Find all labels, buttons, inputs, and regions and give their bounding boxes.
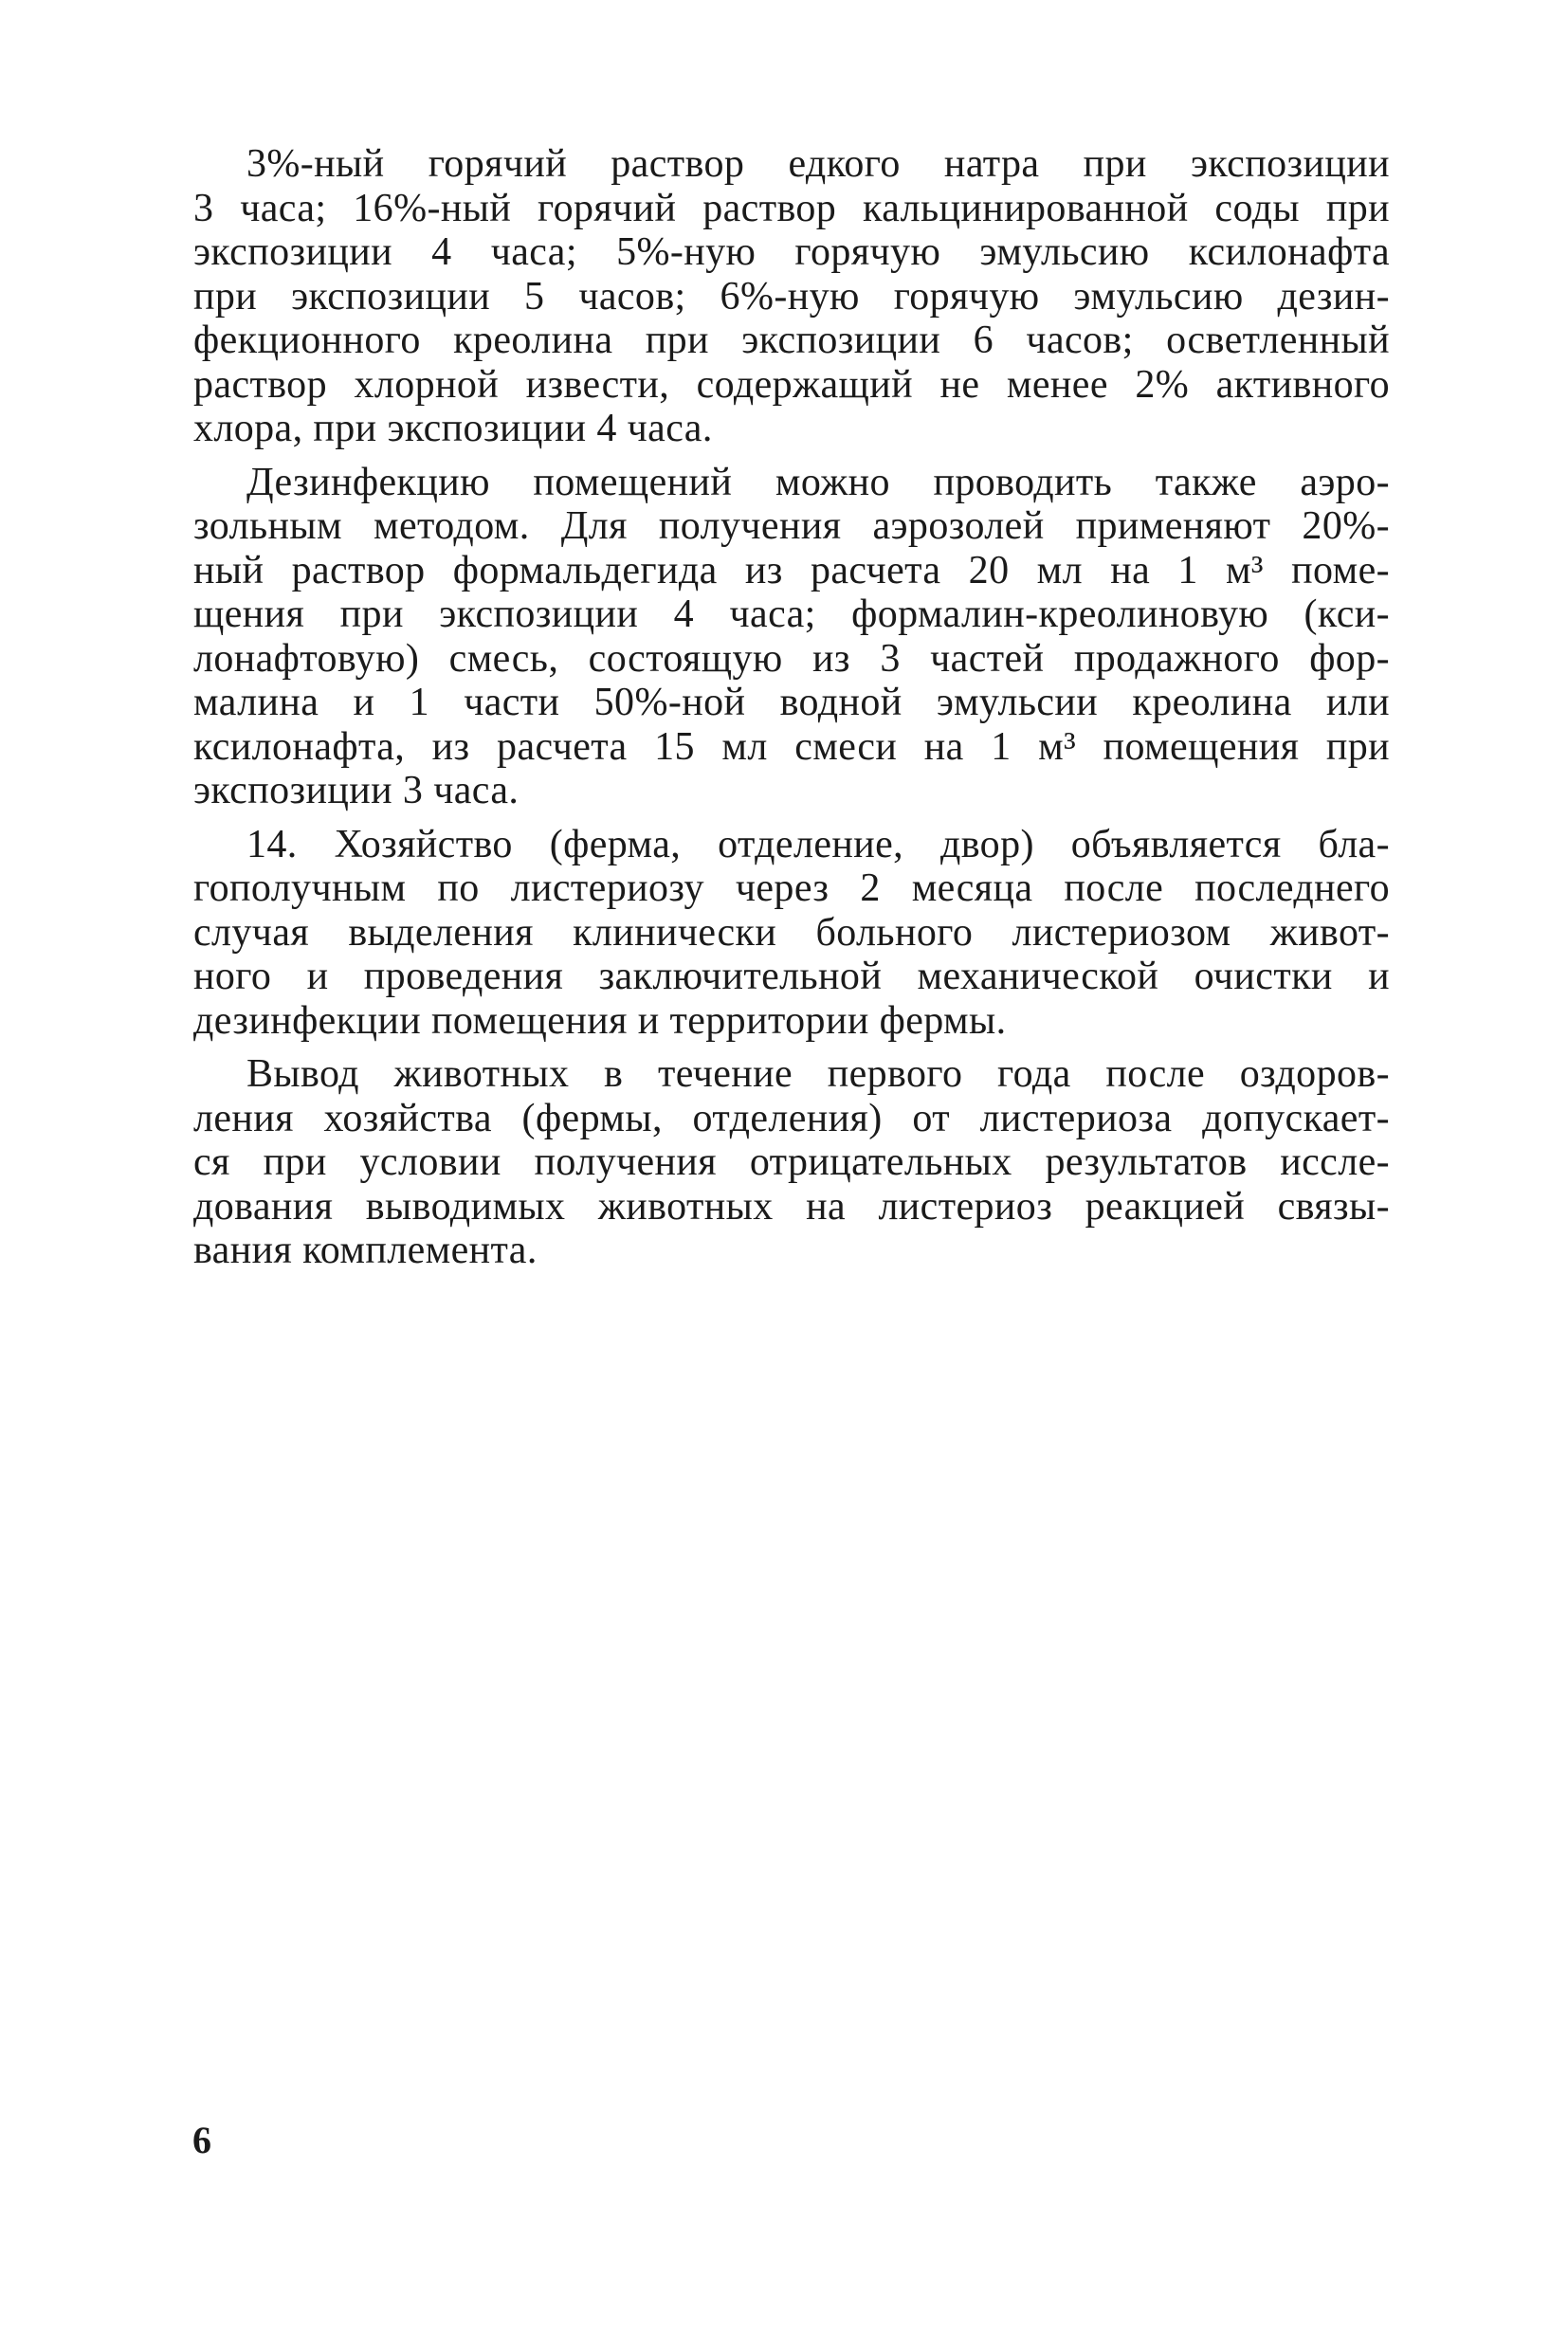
text-line: ся при условии получения отрицательных результатов иссле- [193, 1140, 1390, 1184]
text-line: при экспозиции 5 часов; 6%-ную горячую эмульсию дезин- [193, 274, 1390, 319]
text-line: дезинфекции помещения и территории фермы. [193, 998, 1007, 1043]
page-number: 6 [192, 2119, 211, 2161]
text-line: ного и проведения заключительной механической очистки и [193, 955, 1390, 998]
paragraph-aerosol-method [193, 461, 1390, 813]
text-line: 3 часа; 16%-ный горячий раствор кальцинированной соды при [193, 186, 1390, 230]
text-line: вания комплемента. [193, 1229, 538, 1272]
text-line: 14. Хозяйство (ферма, отделение, двор) объявляется бла- [246, 822, 1390, 866]
page-body [193, 142, 1390, 1273]
paragraph-disinfectant-solutions [193, 142, 1390, 451]
text-line: дования выводимых животных на листериоз реакцией связы- [193, 1184, 1390, 1229]
text-line: лонафтовую) смесь, состоящую из 3 частей продажного фор- [193, 636, 1390, 681]
text-line: щения при экспозиции 4 часа; формалин-креолиновую (кси- [193, 592, 1390, 636]
paragraph-section-14 [193, 823, 1390, 1044]
text-line: гополучным по листериозу через 2 месяца после последнего [193, 866, 1390, 910]
text-line: случая выделения клинически больного листериозом живот- [193, 910, 1390, 955]
text-line: экспозиции 3 часа. [193, 769, 520, 812]
text-line: зольным методом. Для получения аэрозолей применяют 20%- [193, 504, 1390, 548]
text-line: ления хозяйства (фермы, отделения) от листериоза допускает- [193, 1096, 1390, 1140]
text-line: ный раствор формальдегида из расчета 20 мл на 1 м³ поме- [193, 548, 1390, 592]
text-line: раствор хлорной извести, содержащий не менее 2% активного [193, 362, 1390, 407]
text-line: малина и 1 части 50%-ной водной эмульсии креолина или [193, 681, 1390, 724]
text-line: хлора, при экспозиции 4 часа. [193, 407, 713, 450]
text-line: ксилонафта, из расчета 15 мл смеси на 1 м³ помещения при [193, 724, 1390, 769]
text-line: Вывод животных в течение первого года после оздоров- [246, 1052, 1390, 1096]
text-line: 3%-ный горячий раствор едкого натра при экспозиции [246, 142, 1390, 186]
text-line: фекционного креолина при экспозиции 6 часов; осветленный [193, 319, 1390, 362]
paragraph-animal-removal [193, 1052, 1390, 1273]
text-line: Дезинфекцию помещений можно проводить также аэро- [246, 460, 1390, 504]
text-line: экспозиции 4 часа; 5%-ную горячую эмульсию ксилонафта [193, 230, 1390, 274]
